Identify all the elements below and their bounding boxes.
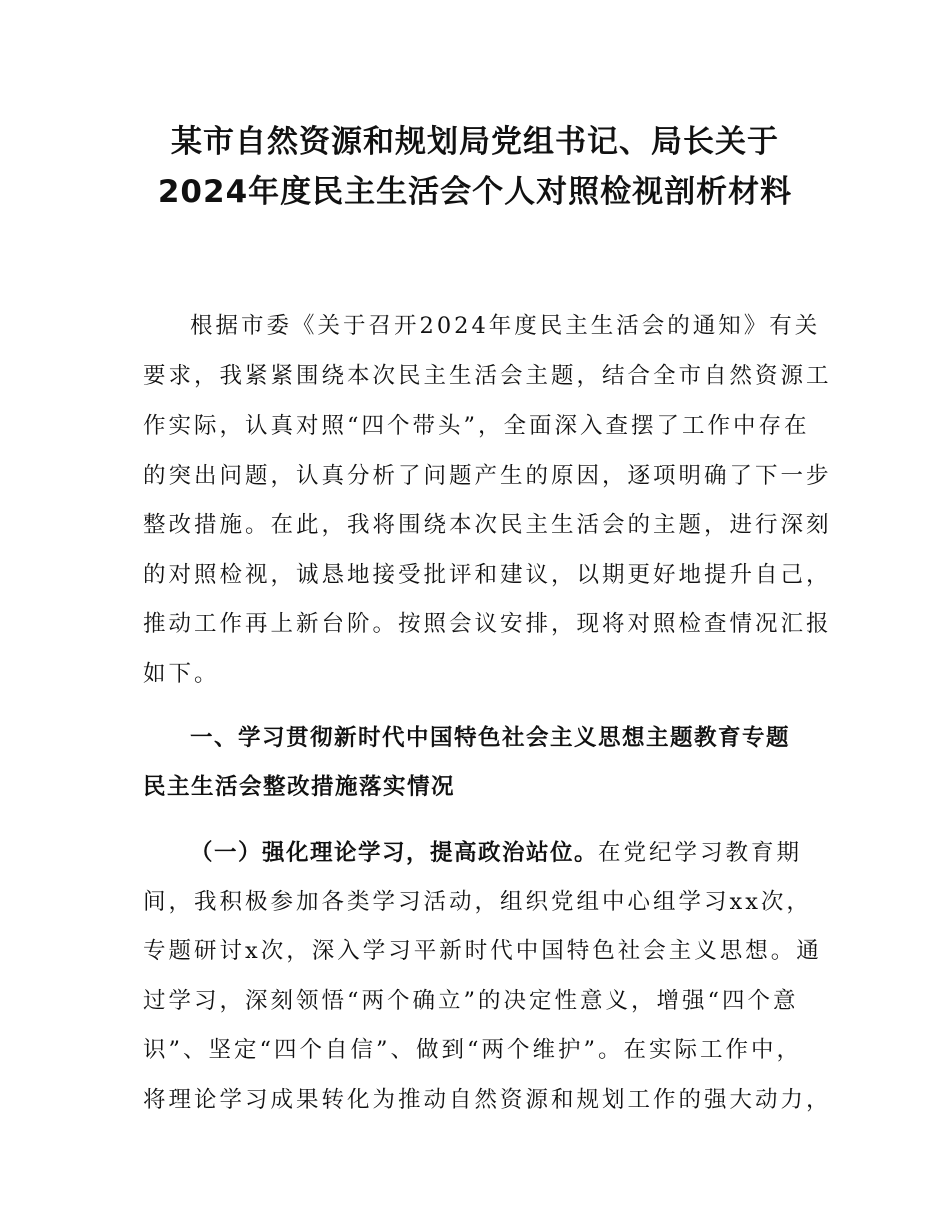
intro-paragraph-line: 的对照检视，诚恳地接受批评和建议，以期更好地提升自己， bbox=[143, 562, 832, 588]
section-heading-line: 民主生活会整改措施落实情况 bbox=[143, 774, 456, 800]
intro-paragraph-line: 要求，我紧紧围绕本次民主生活会主题，结合全市自然资源工 bbox=[143, 363, 832, 389]
subsection-paragraph-line: 间，我积极参加各类学习活动，组织党组中心组学习xx次， bbox=[143, 889, 812, 915]
section-heading-line: 一、学习贯彻新时代中国特色社会主义思想主题教育专题 bbox=[190, 725, 791, 751]
intro-paragraph-line: 推动工作再上新台阶。按照会议安排，现将对照检查情况汇报 bbox=[143, 611, 832, 637]
subsection-first-line bbox=[190, 838, 802, 868]
document-title-line-1: 某市自然资源和规划局党组书记、局长关于 bbox=[171, 124, 779, 160]
document-title-line-2: 2024年度民主生活会个人对照检视剖析材料 bbox=[157, 174, 793, 210]
intro-paragraph-line: 作实际，认真对照“四个带头”，全面深入查摆了工作中存在 bbox=[143, 413, 810, 439]
subsection-title: （一）强化理论学习，提高政治站位。 bbox=[190, 840, 599, 866]
intro-paragraph-line: 如下。 bbox=[143, 661, 220, 687]
subsection-paragraph-line: 将理论学习成果转化为推动自然资源和规划工作的强大动力， bbox=[143, 1087, 832, 1113]
intro-paragraph-line: 根据市委《关于召开2024年度民主生活会的通知》有关 bbox=[190, 313, 821, 339]
subsection-first-line-text: 在党纪学习教育期 bbox=[598, 840, 803, 866]
intro-paragraph-line: 整改措施。在此，我将围绕本次民主生活会的主题，进行深刻 bbox=[143, 512, 832, 538]
intro-paragraph-line: 的突出问题，认真分析了问题产生的原因，逐项明确了下一步 bbox=[143, 463, 832, 489]
subsection-paragraph-line: 过学习，深刻领悟“两个确立”的决定性意义，增强“四个意 bbox=[143, 988, 799, 1014]
subsection-paragraph-line: 识”、坚定“四个自信”、做到“两个维护”。在实际工作中， bbox=[143, 1037, 803, 1063]
subsection-paragraph-line: 专题研讨x次，深入学习平新时代中国特色社会主义思想。通 bbox=[143, 938, 822, 964]
